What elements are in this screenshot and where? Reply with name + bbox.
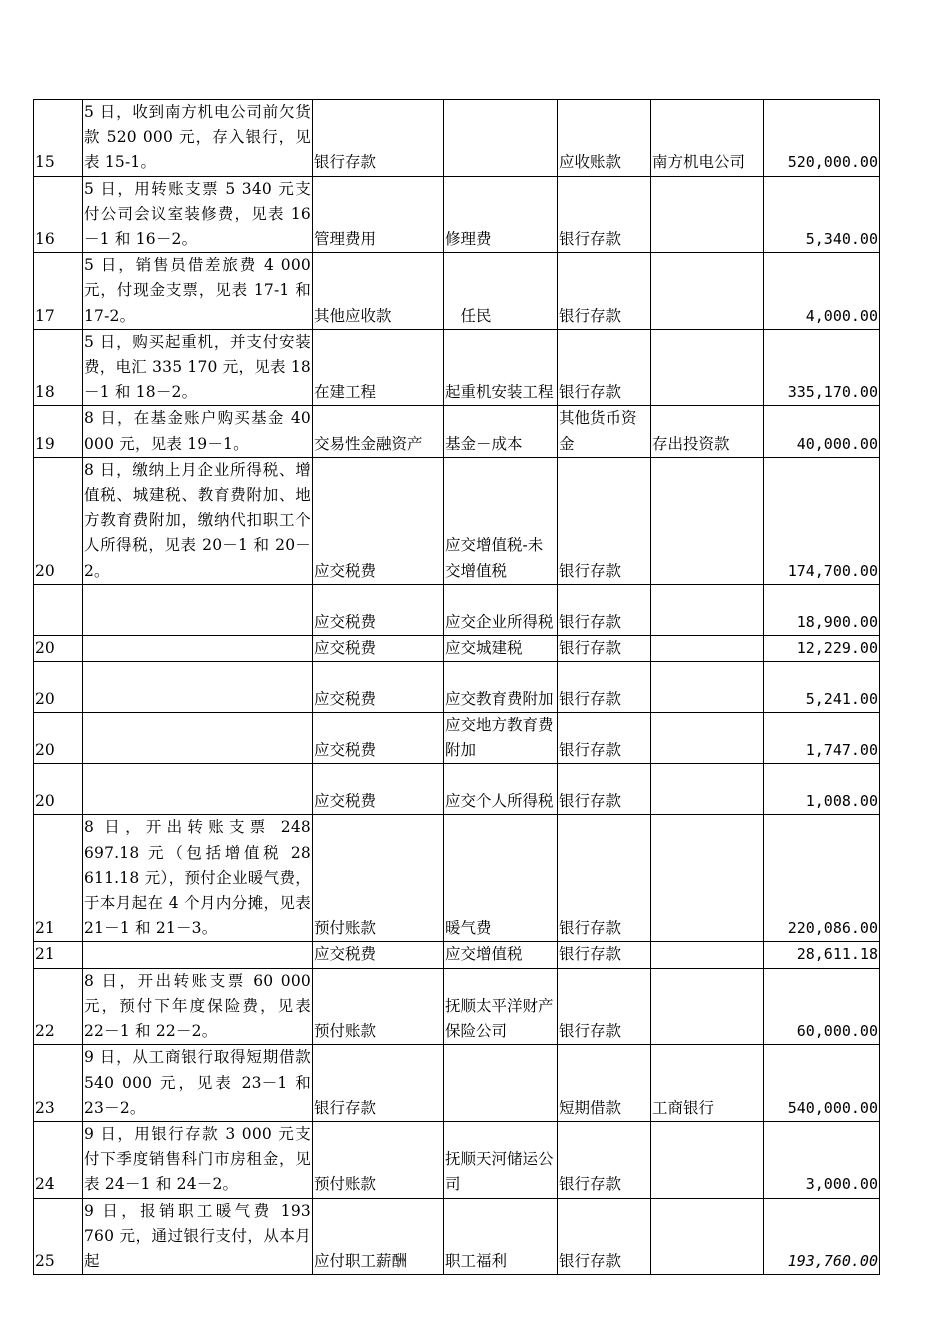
amount: 28,611.18	[764, 942, 880, 968]
amount: 335,170.00	[764, 329, 880, 406]
entry-description	[83, 764, 313, 815]
table-row	[34, 1198, 880, 1275]
entry-description: 8 日，开出转账支票 248 697.18 元（包括增值税 28 611.18 元），预付企业暖气费，于本月起在 4 个月内分摊，见表 21－1 和 21－3。	[83, 815, 313, 942]
entry-number: 20	[34, 764, 83, 815]
amount: 193,760.00	[764, 1198, 880, 1275]
credit-subaccount	[651, 584, 764, 635]
credit-account: 银行存款	[558, 253, 651, 330]
credit-subaccount	[651, 713, 764, 764]
credit-account: 银行存款	[558, 1121, 651, 1198]
debit-subaccount: 基金－成本	[444, 406, 558, 457]
debit-subaccount	[444, 100, 558, 177]
debit-subaccount: 应交个人所得税	[444, 764, 558, 815]
entry-description	[83, 662, 313, 713]
table-row	[34, 584, 880, 635]
debit-subaccount: 应交增值税	[444, 942, 558, 968]
entry-description: 9 日，用银行存款 3 000 元支付下季度销售科门市房租金，见表 24－1 和 24－2。	[83, 1121, 313, 1198]
debit-subaccount: 职工福利	[444, 1198, 558, 1275]
entry-description: 5 日，用转账支票 5 340 元支付公司会议室装修费，见表 16－1 和 16－2。	[83, 176, 313, 253]
table-row	[34, 1045, 880, 1122]
debit-account: 应付职工薪酬	[313, 1198, 444, 1275]
entry-number: 21	[34, 815, 83, 942]
entry-number: 15	[34, 100, 83, 177]
entry-number: 20	[34, 662, 83, 713]
debit-account: 其他应收款	[313, 253, 444, 330]
debit-subaccount: 抚顺天河储运公司	[444, 1121, 558, 1198]
credit-account: 其他货币资金	[558, 406, 651, 457]
credit-subaccount	[651, 457, 764, 584]
credit-account: 银行存款	[558, 713, 651, 764]
entry-number	[34, 584, 83, 635]
credit-account: 银行存款	[558, 968, 651, 1045]
table-row	[34, 1121, 880, 1198]
debit-account: 预付账款	[313, 1121, 444, 1198]
table-row	[34, 100, 880, 177]
amount: 12,229.00	[764, 635, 880, 661]
debit-account: 应交税费	[313, 764, 444, 815]
debit-account: 交易性金融资产	[313, 406, 444, 457]
table-row	[34, 764, 880, 815]
debit-account: 预付账款	[313, 968, 444, 1045]
credit-subaccount	[651, 635, 764, 661]
entry-number: 22	[34, 968, 83, 1045]
journal-table	[33, 99, 880, 1275]
debit-account: 应交税费	[313, 457, 444, 584]
entry-description: 9 日，从工商银行取得短期借款 540 000 元，见表 23－1 和 23－2。	[83, 1045, 313, 1122]
debit-subaccount: 起重机安装工程	[444, 329, 558, 406]
entry-number: 17	[34, 253, 83, 330]
credit-account: 银行存款	[558, 584, 651, 635]
amount: 5,340.00	[764, 176, 880, 253]
credit-subaccount	[651, 329, 764, 406]
amount: 174,700.00	[764, 457, 880, 584]
entry-number: 25	[34, 1198, 83, 1275]
debit-account: 应交税费	[313, 662, 444, 713]
entry-number: 18	[34, 329, 83, 406]
entry-description: 5 日，收到南方机电公司前欠货款 520 000 元，存入银行，见表 15-1。	[83, 100, 313, 177]
credit-account: 银行存款	[558, 457, 651, 584]
entry-description: 8 日，在基金账户购买基金 40 000 元，见表 19－1。	[83, 406, 313, 457]
debit-subaccount: 修理费	[444, 176, 558, 253]
table-row	[34, 253, 880, 330]
credit-subaccount	[651, 764, 764, 815]
entry-description	[83, 584, 313, 635]
debit-subaccount: 暖气费	[444, 815, 558, 942]
credit-subaccount: 南方机电公司	[651, 100, 764, 177]
credit-account: 银行存款	[558, 635, 651, 661]
amount: 540,000.00	[764, 1045, 880, 1122]
credit-subaccount	[651, 253, 764, 330]
amount: 5,241.00	[764, 662, 880, 713]
amount: 220,086.00	[764, 815, 880, 942]
credit-subaccount	[651, 942, 764, 968]
credit-account: 应收账款	[558, 100, 651, 177]
credit-account: 短期借款	[558, 1045, 651, 1122]
amount: 1,008.00	[764, 764, 880, 815]
credit-subaccount	[651, 1198, 764, 1275]
entry-number: 20	[34, 713, 83, 764]
credit-subaccount	[651, 815, 764, 942]
credit-subaccount	[651, 1121, 764, 1198]
entry-description	[83, 942, 313, 968]
debit-account: 应交税费	[313, 713, 444, 764]
entry-number: 24	[34, 1121, 83, 1198]
table-row	[34, 635, 880, 661]
debit-subaccount: 应交城建税	[444, 635, 558, 661]
entry-description: 5 日，销售员借差旅费 4 000 元，付现金支票，见表 17-1 和 17-2。	[83, 253, 313, 330]
entry-number: 16	[34, 176, 83, 253]
debit-account: 应交税费	[313, 942, 444, 968]
amount: 18,900.00	[764, 584, 880, 635]
entry-description: 8 日，缴纳上月企业所得税、增值税、城建税、教育费附加、地方教育费附加，缴纳代扣职工个人所得税，见表 20－1 和 20－2。	[83, 457, 313, 584]
table-row	[34, 968, 880, 1045]
amount: 60,000.00	[764, 968, 880, 1045]
entry-number: 21	[34, 942, 83, 968]
debit-account: 预付账款	[313, 815, 444, 942]
credit-account: 银行存款	[558, 329, 651, 406]
debit-subaccount: 应交增值税-未交增值税	[444, 457, 558, 584]
table-row	[34, 406, 880, 457]
debit-subaccount: 任民	[444, 253, 558, 330]
credit-account: 银行存款	[558, 662, 651, 713]
entry-description: 9 日，报销职工暖气费 193 760 元，通过银行支付，从本月起	[83, 1198, 313, 1275]
entry-description: 8 日，开出转账支票 60 000 元，预付下年度保险费，见表 22－1 和 22－2。	[83, 968, 313, 1045]
debit-subaccount	[444, 1045, 558, 1122]
debit-account: 在建工程	[313, 329, 444, 406]
table-row	[34, 815, 880, 942]
table-row	[34, 457, 880, 584]
debit-account: 应交税费	[313, 635, 444, 661]
amount: 3,000.00	[764, 1121, 880, 1198]
entry-number: 20	[34, 457, 83, 584]
debit-account: 银行存款	[313, 100, 444, 177]
credit-subaccount	[651, 176, 764, 253]
debit-subaccount: 应交教育费附加	[444, 662, 558, 713]
table-row	[34, 176, 880, 253]
amount: 520,000.00	[764, 100, 880, 177]
credit-subaccount: 工商银行	[651, 1045, 764, 1122]
amount: 4,000.00	[764, 253, 880, 330]
table-row	[34, 329, 880, 406]
credit-subaccount	[651, 662, 764, 713]
credit-account: 银行存款	[558, 1198, 651, 1275]
debit-account: 银行存款	[313, 1045, 444, 1122]
credit-subaccount	[651, 968, 764, 1045]
debit-account: 管理费用	[313, 176, 444, 253]
entry-description	[83, 713, 313, 764]
credit-account: 银行存款	[558, 942, 651, 968]
table-row	[34, 662, 880, 713]
entry-description: 5 日，购买起重机，并支付安装费，电汇 335 170 元，见表 18－1 和 18－2。	[83, 329, 313, 406]
credit-subaccount: 存出投资款	[651, 406, 764, 457]
debit-subaccount: 应交企业所得税	[444, 584, 558, 635]
table-row	[34, 942, 880, 968]
debit-account: 应交税费	[313, 584, 444, 635]
entry-description	[83, 635, 313, 661]
debit-subaccount: 抚顺太平洋财产保险公司	[444, 968, 558, 1045]
entry-number: 19	[34, 406, 83, 457]
credit-account: 银行存款	[558, 764, 651, 815]
credit-account: 银行存款	[558, 176, 651, 253]
entry-number: 23	[34, 1045, 83, 1122]
table-row	[34, 713, 880, 764]
debit-subaccount: 应交地方教育费附加	[444, 713, 558, 764]
amount: 1,747.00	[764, 713, 880, 764]
entry-number: 20	[34, 635, 83, 661]
credit-account: 银行存款	[558, 815, 651, 942]
amount: 40,000.00	[764, 406, 880, 457]
